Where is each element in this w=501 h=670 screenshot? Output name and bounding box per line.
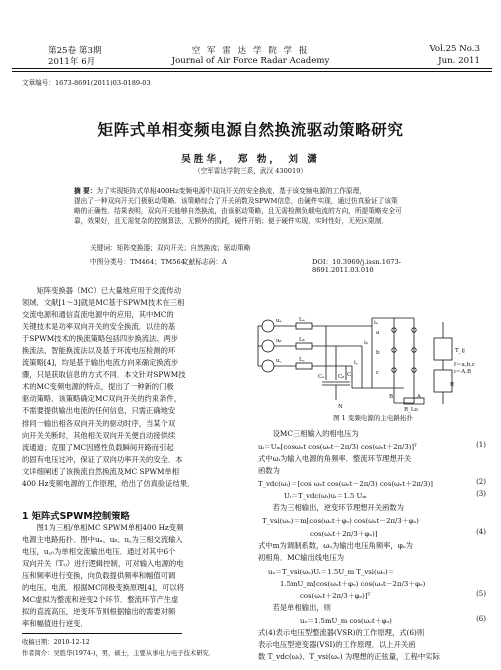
figure-caption: 图 1 变频电源的主电路拓扑 (333, 414, 413, 422)
equation-5b: 1.5mU_m[cos(ωₒt＋φₒ) cos(ωₒt－2π/3＋φₒ) (280, 580, 426, 588)
label-ua: uₐ (276, 318, 282, 324)
label-load: R_Lo (404, 407, 418, 413)
inductor-c (296, 363, 312, 369)
classification (90, 256, 420, 274)
equation-6: uₒ＝1.5mU_m cos(ωₒt＋φₒ) (300, 617, 392, 625)
abstract-label: 摘 要： (74, 187, 97, 195)
equation-2: T_vdc(ωᵢ)＝[cos ωₑt cos(ωₑt－2π/3) cos(ωₑt＋2π/3)] (258, 480, 433, 488)
header-rule (12, 68, 492, 69)
right-p3: 若为三相输出，逆变环节理想开关函数为 (272, 503, 404, 512)
switch-detail-2 (434, 370, 452, 392)
equation-4a: T_vsi(ωₒ)＝m[cos(ωₒt＋φₒ) cos(ωₒt－2π/3＋φₒ) (262, 517, 419, 525)
doi: DOI：10.3969/j.issn.1673-8691.2011.03.010 (312, 258, 401, 274)
right-p6: 式(4)表示电压型整流器(VSR)的工作原理，式(6)则 表示电压型逆变器(VSI)的工作原理．以上开关函 数 T_vdc(ωᵢ)、T_vsi(ωₒ) 为理想的正弦量，工程中实际 (258, 628, 440, 662)
journal-en: Journal of Air Force Radar Academy (171, 56, 330, 66)
equation-3: Uᵢ＝T_vdc(ωᵢ)uᵢ＝1.5 Uₘ (284, 492, 367, 500)
source-ua (262, 320, 274, 332)
equation-2-number: (2) (476, 478, 486, 486)
label-lc: L꜀ (299, 357, 305, 363)
inductor-b (296, 343, 312, 349)
source-ub (262, 340, 274, 352)
label-ia: iₐ (374, 320, 378, 326)
equation-5a: uₒ＝T_vsi(ωₒ)Uᵢ＝1.5U_m T_vsi(ωₒ)＝ (268, 568, 395, 576)
abstract-line: 摘 要：为了实现矩阵式单相400Hz变频电源中双向开关的安全换流，基于该变频电源的工作原理， (74, 187, 366, 195)
abstract-line: 靠，效果好，且无需复杂的控制算法，无额外的损耗，硬件开销；便于硬件实现，实时性好，无死区限制． (74, 217, 389, 225)
date-cn: 2011年 6月 (48, 57, 96, 67)
paper-title: 矩阵式单相变频电源自然换流驱动策略研究 (97, 121, 404, 139)
label-uc: u꜀ (276, 358, 282, 364)
equation-4-number: (4) (476, 528, 486, 536)
abstract-line: 提出了一种双向开关门极驱动策略．该策略综合了开关函数及SPWM信息，由硬件实现，通过仿真验证了该策 (74, 197, 398, 205)
author-note: 作者简介：吴胜华(1974-)，男，硕士，主要从事电力电子技术研究． (22, 650, 216, 657)
volume-en: Vol.25 No.3 (429, 44, 480, 54)
label-bl: B (389, 394, 394, 400)
label-cc: C꜀ (347, 372, 354, 378)
label-node-c: c (376, 370, 380, 376)
label-ub: uᵦ (276, 338, 282, 344)
right-p1: 设MC三相输入的相电压为 (272, 429, 359, 438)
document-code: 文献标志码：A (182, 258, 227, 266)
received-date: 收稿日期：2010-12-12 (22, 639, 90, 646)
switch-detail (434, 338, 452, 360)
label-n: N (338, 404, 343, 410)
switch-cells (392, 328, 416, 372)
header-rule-thin (12, 71, 492, 72)
label-ib: iᵦ (364, 340, 368, 346)
right-p2: 式中ωᵢ为输入电源的角频率．整流环节理想开关 函数为 (258, 454, 412, 476)
equation-5c: cos(ωₒt＋2π/3＋φₒ)]ᵀ (300, 592, 371, 600)
label-rload: R (450, 382, 455, 388)
section-heading: 1 矩阵式SPWM控制策略 (22, 511, 130, 522)
label-ic: i꜀ (354, 360, 358, 366)
abstract-line: 略的正确性．结果表明，双向开关能够自然换流，由该驱动策略，且无需检测负载电流的方向，所提策略安全可 (74, 207, 402, 215)
equation-1: uᵢ＝Uₘ[cosωₑt cos(ωₑt－2π/3) cos(ωₑt＋2π/3)]ᵀ (258, 443, 417, 451)
keywords: 关键词：矩阵变换器；双向开关；自然换流；驱动策略 (90, 244, 251, 252)
intro-text: 矩阵变换器（MC）已大量地应用于交流传动 领域．文献[1～3]就是MC基于SPWM技术在三相 交流电源和通信直流电源中的应用，其中MC的 关键技术是功率双向开关的安全换流．以往的基 于SPWM技术的换流策略包括四步换流法、两步 换流法、智能换流法以及基于环流电压检测的环 流策略[4]，均是基于输出电流方向来确定换流步 骤，只是获取信息的方式不同．本文针对SPWM技 术的MC变频电源的特点，提出了一种新的门极 驱动策略．该策略确定MC双向开关的约束条件， 不需要提供输出电流的任何信息，只需正确地安 排同一输出相各双向开关的驱动时序，当某个双 向开关关断时，其他相关双向开关便自动接供续 流通道；克服了MC因感性负载瞬间开路而引起 的固有电压过冲，保证了双向功率开关的安全．本 文详细阐述了该换流自然换流及MC SPWM单相 400 Hz变频电源的工作原理，给出了仿真验证结果． (22, 286, 195, 488)
right-p4: 式中m为调制系数，ωₒ为输出电压角频率，φₒ为 初相角．MC输出线电压为 (258, 541, 413, 563)
label-node-a: a (376, 330, 380, 336)
label-al: A (417, 394, 421, 400)
label-tij: T_ij (455, 348, 465, 354)
inductor-a (296, 323, 312, 329)
equation-4b: cos(ωₒt＋2π/3＋φₒ)] (310, 530, 378, 538)
section1-text: 图1为三相/单相MC SPWM单相400 Hz变频 电源主电路拓扑．图中uₐ、uᵦ、u꜀为三相交流输入 电压，u꜀₀为单相交流输出电压．通过对其中6个 双向开关（Tᵢⱼ）进行逻辑控制，可对输入电源的电 压和频率进行变换，向负载提供频率和幅值可调 的电压、电流．根据MC同极变换原理[4]，可以将 MC虚拟为整流和逆变2个环节．整流环节产生虚 拟的直流高压，逆变环节则根据输出的需要对频 率和幅值进行逆变． (22, 523, 185, 629)
label-cb: Cᵦ (338, 374, 345, 380)
equation-3-number: (3) (476, 490, 486, 498)
circuit-diagram (254, 308, 486, 413)
abstract (74, 186, 434, 226)
equation-6-number: (6) (476, 615, 486, 623)
authors: 吴胜华， 郑 勃， 刘 潇 (181, 154, 320, 165)
equation-5-number: (5) (476, 590, 486, 598)
label-la: Lₐ (299, 317, 305, 323)
right-p5: 若是单相输出，则 (272, 603, 331, 612)
label-ca: Cₐ (318, 374, 325, 380)
equation-1-number: (1) (476, 441, 486, 449)
footnote-rule (22, 633, 182, 634)
label-i: i＝A,B (454, 369, 472, 375)
label-node-b: b (376, 350, 380, 356)
date-en: Jun. 2011 (438, 56, 480, 66)
journal-cn: 空 军 雷 达 学 院 学 报 (191, 46, 310, 56)
label-f: f＝a,b,c (454, 362, 475, 368)
source-uc (262, 360, 274, 372)
clc-number: 中图分类号：TM464；TM564 (90, 258, 185, 266)
label-lb: Lᵦ (299, 337, 305, 343)
volume-cn: 第25卷 第3期 (48, 46, 102, 56)
affiliation: （空军雷达学院三系，武汉 430019） (194, 167, 307, 175)
article-number: 文章编号：1673-8691(2011)03-0189-03 (22, 79, 151, 87)
